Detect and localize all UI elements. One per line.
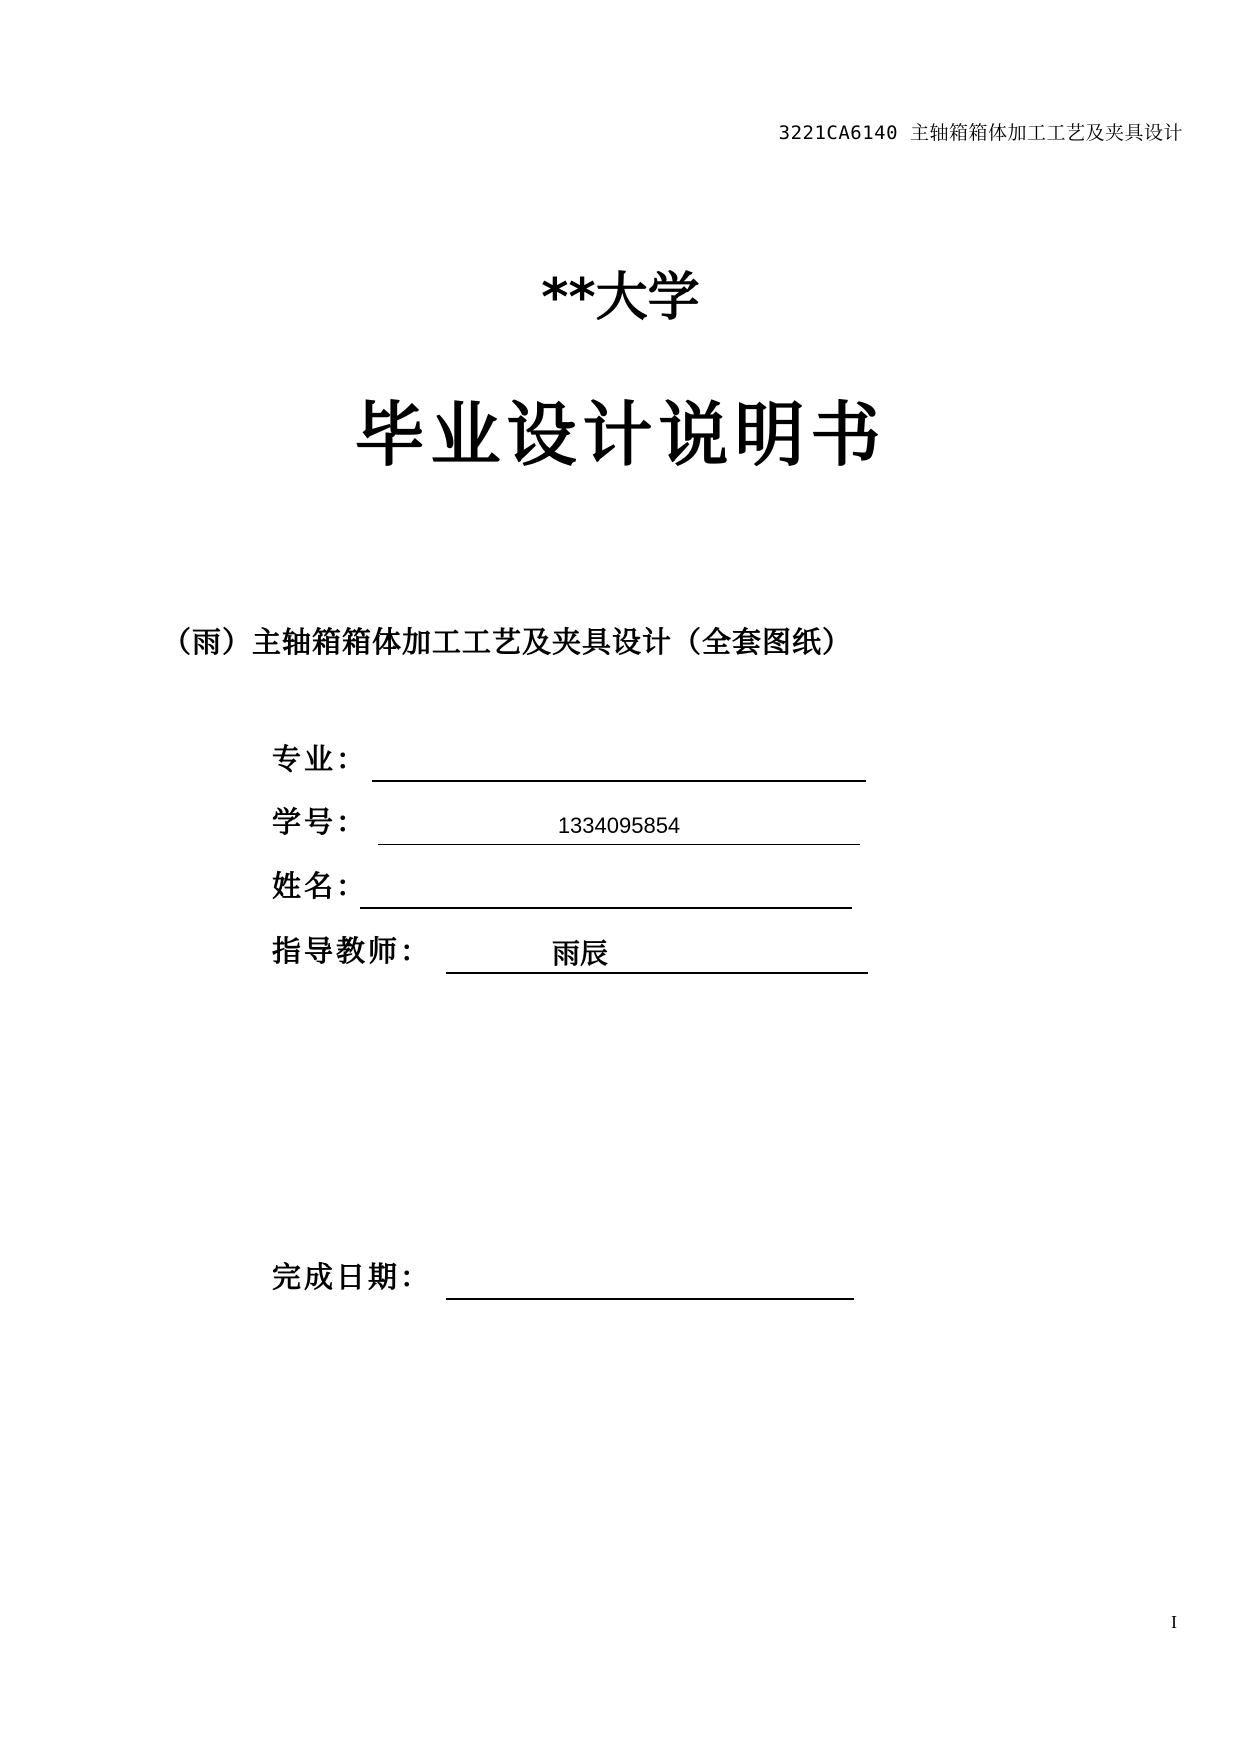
major-label: 专业： [272,742,369,776]
student-id-line [378,808,860,845]
major-line [372,744,866,782]
completion-date-line [446,1262,854,1300]
name-label: 姓名： [272,869,369,903]
advisor-label: 指导教师： [272,934,433,968]
student-id-value: 1334095854 [557,813,681,838]
advisor-line [446,936,868,974]
thesis-subject: （雨）主轴箱箱体加工工艺及夹具设计（全套图纸） [162,625,853,659]
student-id-label: 学号： [272,805,369,839]
university-name: **大学 [541,268,700,328]
document-title: 毕业设计说明书 [354,394,887,476]
page-number: I [1171,1612,1177,1632]
running-header: 3221CA6140 主轴箱箱体加工工艺及夹具设计 [778,122,1183,144]
completion-date-label: 完成日期： [272,1260,433,1294]
advisor-value: 雨辰 [552,937,609,970]
name-line [360,871,852,909]
